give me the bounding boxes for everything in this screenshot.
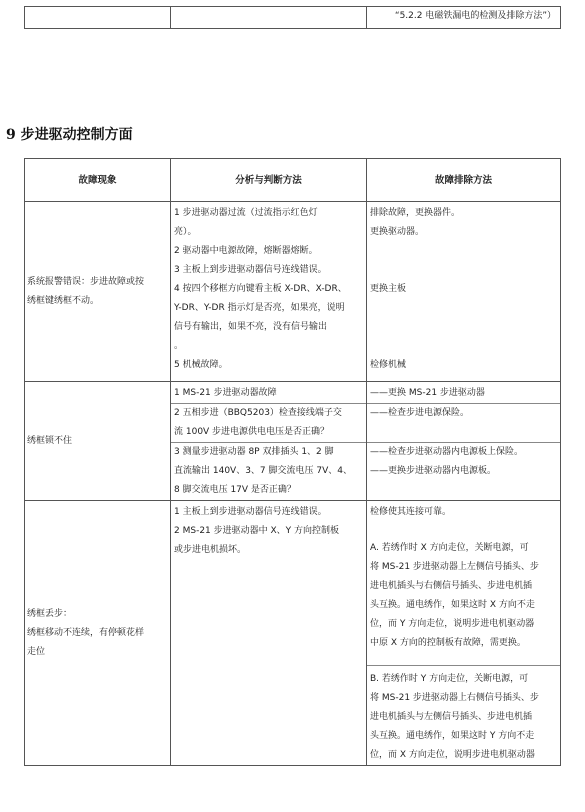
analysis-subcell [171,442,366,500]
cross-reference-text: “5.2.2 电磁铁漏电的检测及排除方法”） [394,11,556,21]
symptom-cell [25,501,171,766]
remedy-line: 中原 X 方向的控制板有故障，需更换。 [370,638,526,648]
symptom-line: 走位 [27,646,46,657]
remedy-line: 头互换。通电绣作，如果这时 Y 方向不走 [370,731,535,741]
analysis-line: 8 脚交流电压 17V 是否正确？ [174,485,296,495]
remedy-cell [367,501,561,766]
remedy-line: 检修使其连接可靠。 [370,507,452,517]
analysis-line: 1 步进驱动器过流（过流指示红色灯 [174,208,318,218]
table-row [25,202,561,382]
section-title: 9 步进驱动控制方面 [6,127,133,143]
analysis-line: 4 按四个移框方向键看主板 X-DR、X-DR、 [174,284,347,294]
analysis-cell [171,382,367,501]
analysis-line: 亮）。 [174,227,197,237]
header-symptom: 故障现象 [25,159,171,202]
header-analysis: 分析与判断方法 [171,159,367,202]
table-row [25,7,561,29]
table-cell [25,7,171,29]
analysis-line: 2 MS-21 步进驱动器中 X、Y 方向控制板 [174,526,340,536]
remedy-line: 更换主板 [370,284,407,294]
remedy-line: 进电机插头与左侧信号插头、步进电机插 [370,712,533,722]
analysis-line: Y-DR、Y-DR 指示灯是否亮，如果亮，说明 [174,303,345,313]
remedy-subcell [367,442,560,500]
analysis-line: 信号有输出，如果不亮，没有信号输出 [174,322,328,332]
remedy-line: 将 MS-21 步进驱动器上左侧信号插头、步 [370,562,539,572]
spacer [367,423,560,442]
symptom-cell [25,202,171,382]
table-header-row [25,159,561,202]
remedy-line: 位，而 X 方向走位，说明步进电机驱动器 [370,750,535,760]
analysis-line: 流 100V 步进电源供电电压是否正确？ [174,427,330,437]
remedy-line: 头互换。通电绣作，如果这时 X 方向不走 [370,600,535,610]
remedy-line: ——检查步进电源保险。 [370,408,470,418]
remedy-line: 将 MS-21 步进驱动器上右侧信号插头、步 [370,693,539,703]
remedy-line: A. 若绣作时 X 方向走位，关断电源，可 [370,543,529,553]
remedy-cell [367,202,561,382]
analysis-line: 3 主板上到步进驱动器信号连线错误。 [174,265,327,275]
analysis-line: 直流输出 140V、3、7 脚交流电压 7V、4、 [174,466,352,476]
remedy-line: ——更换 MS-21 步进驱动器 [370,388,485,398]
analysis-line: 1 MS-21 步进驱动器故障 [174,388,277,398]
remedy-line: ——检查步进驱动器内电源板上保险。 [370,447,524,457]
analysis-subcell [171,403,366,442]
remedy-line: B. 若绣作时 Y 方向走位，关断电源，可 [370,674,529,684]
symptom-line: 系统报警错误：步进故障或按 [27,276,145,287]
analysis-line: 2 五相步进（BBQ5203）检查接线端子交 [174,408,342,418]
remedy-line: ——更换步进驱动器内电源板。 [370,466,497,476]
spacer [367,299,560,356]
remedy-cell [367,382,561,501]
analysis-line: 1 主板上到步进驱动器信号连线错误。 [174,507,327,517]
symptom-line: 绣框键绣框不动。 [27,295,100,306]
table-cell [367,7,561,29]
table-row [25,501,561,766]
analysis-cell [171,501,367,766]
symptom-cell [25,382,171,501]
fault-table [24,158,561,766]
analysis-line: 2 驱动器中电源故障，熔断器熔断。 [174,246,318,256]
analysis-line: 。 [174,341,184,351]
remedy-line: 排除故障，更换器件。 [370,208,461,218]
previous-table-tail [24,6,561,29]
remedy-subcell [367,665,560,765]
remedy-line: 进电机插头与右侧信号插头、步进电机插 [370,581,533,591]
spacer [367,481,560,500]
remedy-line: 位，而 Y 方向走位，说明步进电机驱动器 [370,619,535,629]
header-remedy: 故障排除方法 [367,159,561,202]
remedy-subcell [367,403,560,442]
table-cell [171,7,367,29]
spacer [367,242,560,280]
remedy-line: 更换驱动器。 [370,227,425,237]
symptom-line: 绣框锁不住 [27,435,73,446]
symptom-line: 绣框移动不连续，有停顿花样 [27,627,145,638]
symptom-line: 绣框丢步： [27,608,73,619]
analysis-cell [171,202,367,382]
analysis-line: 5 机械故障。 [174,360,228,370]
remedy-line: 检修机械 [370,360,407,370]
analysis-line: 或步进电机损坏。 [174,545,247,555]
analysis-line: 3 测量步进驱动器 8P 双排插头 1、2 脚 [174,447,334,457]
table-row [25,382,561,501]
